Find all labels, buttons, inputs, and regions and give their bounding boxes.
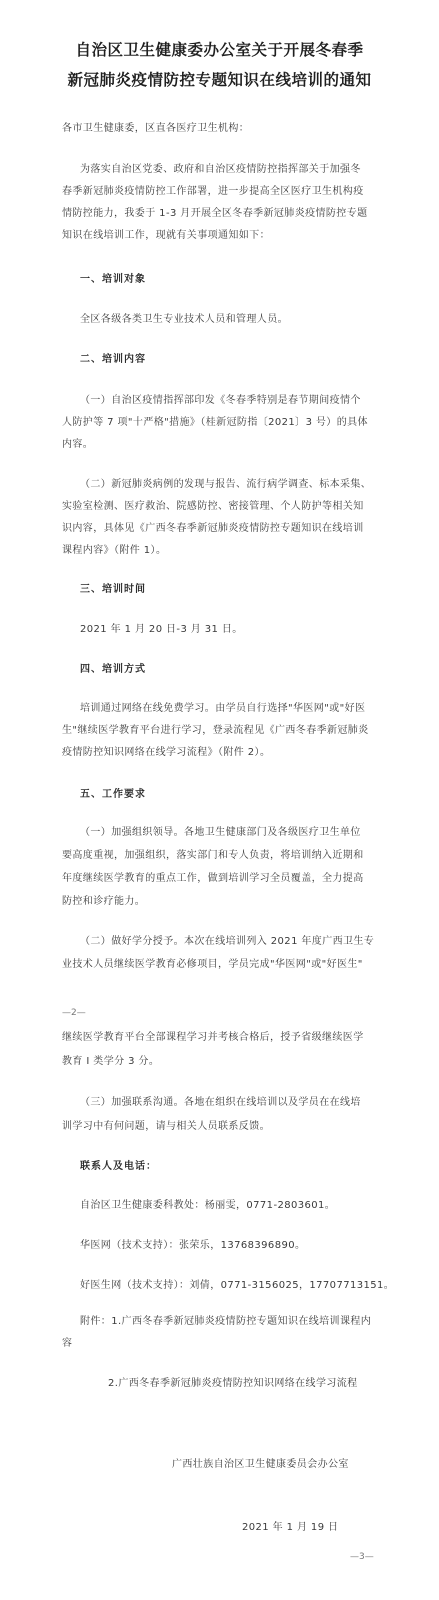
- section-5-para-1-line: 要高度重视，加强组织，落实部门和专人负责，将培训纳入近期和: [62, 850, 364, 861]
- section-2-para-2-line: 识内容，具体见《广西冬春季新冠肺炎疫情防控专题知识在线培训: [62, 523, 364, 534]
- section-5-para-1-line: （一）加强组织领导。各地卫生健康部门及各级医疗卫生单位: [80, 827, 361, 838]
- issuer: 广西壮族自治区卫生健康委员会办公室: [172, 1459, 349, 1470]
- section-2-para-1-line: （一）自治区疫情指挥部印发《冬春季特别是春节期间疫情个: [80, 395, 361, 406]
- contacts-heading: 联系人及电话：: [80, 1161, 157, 1172]
- section-5-para-2-cont-line: 继续医学教育平台全部课程学习并考核合格后，授予省级继续医学: [62, 1032, 364, 1043]
- section-2-para-2-line: 课程内容》（附件 1）。: [62, 545, 167, 556]
- document-title-line1: 自治区卫生健康委办公室关于开展冬春季: [75, 40, 364, 59]
- page-number: —2—: [62, 1008, 86, 1018]
- intro-line: 情防控能力，我委于 1-3 月开展全区冬春季新冠肺炎疫情防控专题: [62, 208, 368, 219]
- section-1-body: 全区各级各类卫生专业技术人员和管理人员。: [80, 314, 288, 325]
- section-5-para-3-line: 训学习中有何问题，请与相关人员联系反馈。: [62, 1121, 270, 1132]
- intro-line: 知识在线培训工作，现就有关事项通知如下：: [62, 230, 270, 241]
- intro-line: 春季新冠肺炎疫情防控工作部署，进一步提高全区医疗卫生机构疫: [62, 186, 364, 197]
- contact-line: 好医生网（技术支持）：刘倩，0771-3156025，17707713151。: [80, 1280, 395, 1291]
- section-5-para-2-line: （二）做好学分授予。本次在线培训列入 2021 年度广西卫生专: [80, 936, 375, 947]
- issue-date: 2021 年 1 月 19 日: [242, 1522, 339, 1533]
- section-5-para-2-cont-line: 教育 I 类学分 3 分。: [62, 1056, 160, 1067]
- attachment-1-line: 容: [62, 1338, 73, 1349]
- section-heading-2: 二、培训内容: [80, 354, 146, 365]
- section-4-body-line: 疫情防控知识网络在线学习流程》（附件 2）。: [62, 747, 271, 758]
- section-heading-3: 三、培训时间: [80, 584, 146, 595]
- salutation: 各市卫生健康委，区直各医疗卫生机构：: [62, 123, 250, 134]
- section-3-body: 2021 年 1 月 20 日-3 月 31 日。: [80, 624, 243, 635]
- contact-line: 自治区卫生健康委科教处：杨丽雯，0771-2803601。: [80, 1200, 336, 1211]
- document-title-line2: 新冠肺炎疫情防控专题知识在线培训的通知: [67, 70, 372, 89]
- section-heading-5: 五、工作要求: [80, 789, 146, 800]
- section-5-para-1-line: 年度继续医学教育的重点工作，做到培训学习全员覆盖，全力提高: [62, 873, 364, 884]
- attachment-2: 2.广西冬春季新冠肺炎疫情防控知识网络在线学习流程: [108, 1378, 358, 1389]
- section-5-para-3-line: （三）加强联系沟通。各地在组织在线培训以及学员在在线培: [80, 1097, 361, 1108]
- page-number: —3—: [350, 1552, 374, 1562]
- section-2-para-2-line: （二）新冠肺炎病例的发现与报告、流行病学调查、标本采集、: [80, 479, 372, 490]
- section-5-para-2-line: 业技术人员继续医学教育必修项目，学员完成"华医网"或"好医生": [62, 959, 363, 970]
- section-2-para-2-line: 实验室检测、医疗救治、院感防控、密接管理、个人防护等相关知: [62, 501, 364, 512]
- attachment-1-line: 附件：1.广西冬春季新冠肺炎疫情防控专题知识在线培训课程内: [80, 1316, 372, 1327]
- contact-line: 华医网（技术支持）：张荣乐，13768396890。: [80, 1240, 306, 1251]
- section-4-body-line: 生"继续医学教育平台进行学习，登录流程见《广西冬春季新冠肺炎: [62, 725, 369, 736]
- intro-line: 为落实自治区党委、政府和自治区疫情防控指挥部关于加强冬: [80, 164, 361, 175]
- section-2-para-1-line: 内容。: [62, 439, 94, 450]
- section-2-para-1-line: 人防护等 7 项"十严格"措施》（桂新冠防指〔2021〕3 号）的具体: [62, 417, 368, 428]
- section-heading-1: 一、培训对象: [80, 274, 146, 285]
- section-4-body-line: 培训通过网络在线免费学习。由学员自行选择"华医网"或"好医: [80, 703, 366, 714]
- section-5-para-1-line: 防控和诊疗能力。: [62, 896, 146, 907]
- section-heading-4: 四、培训方式: [80, 664, 146, 675]
